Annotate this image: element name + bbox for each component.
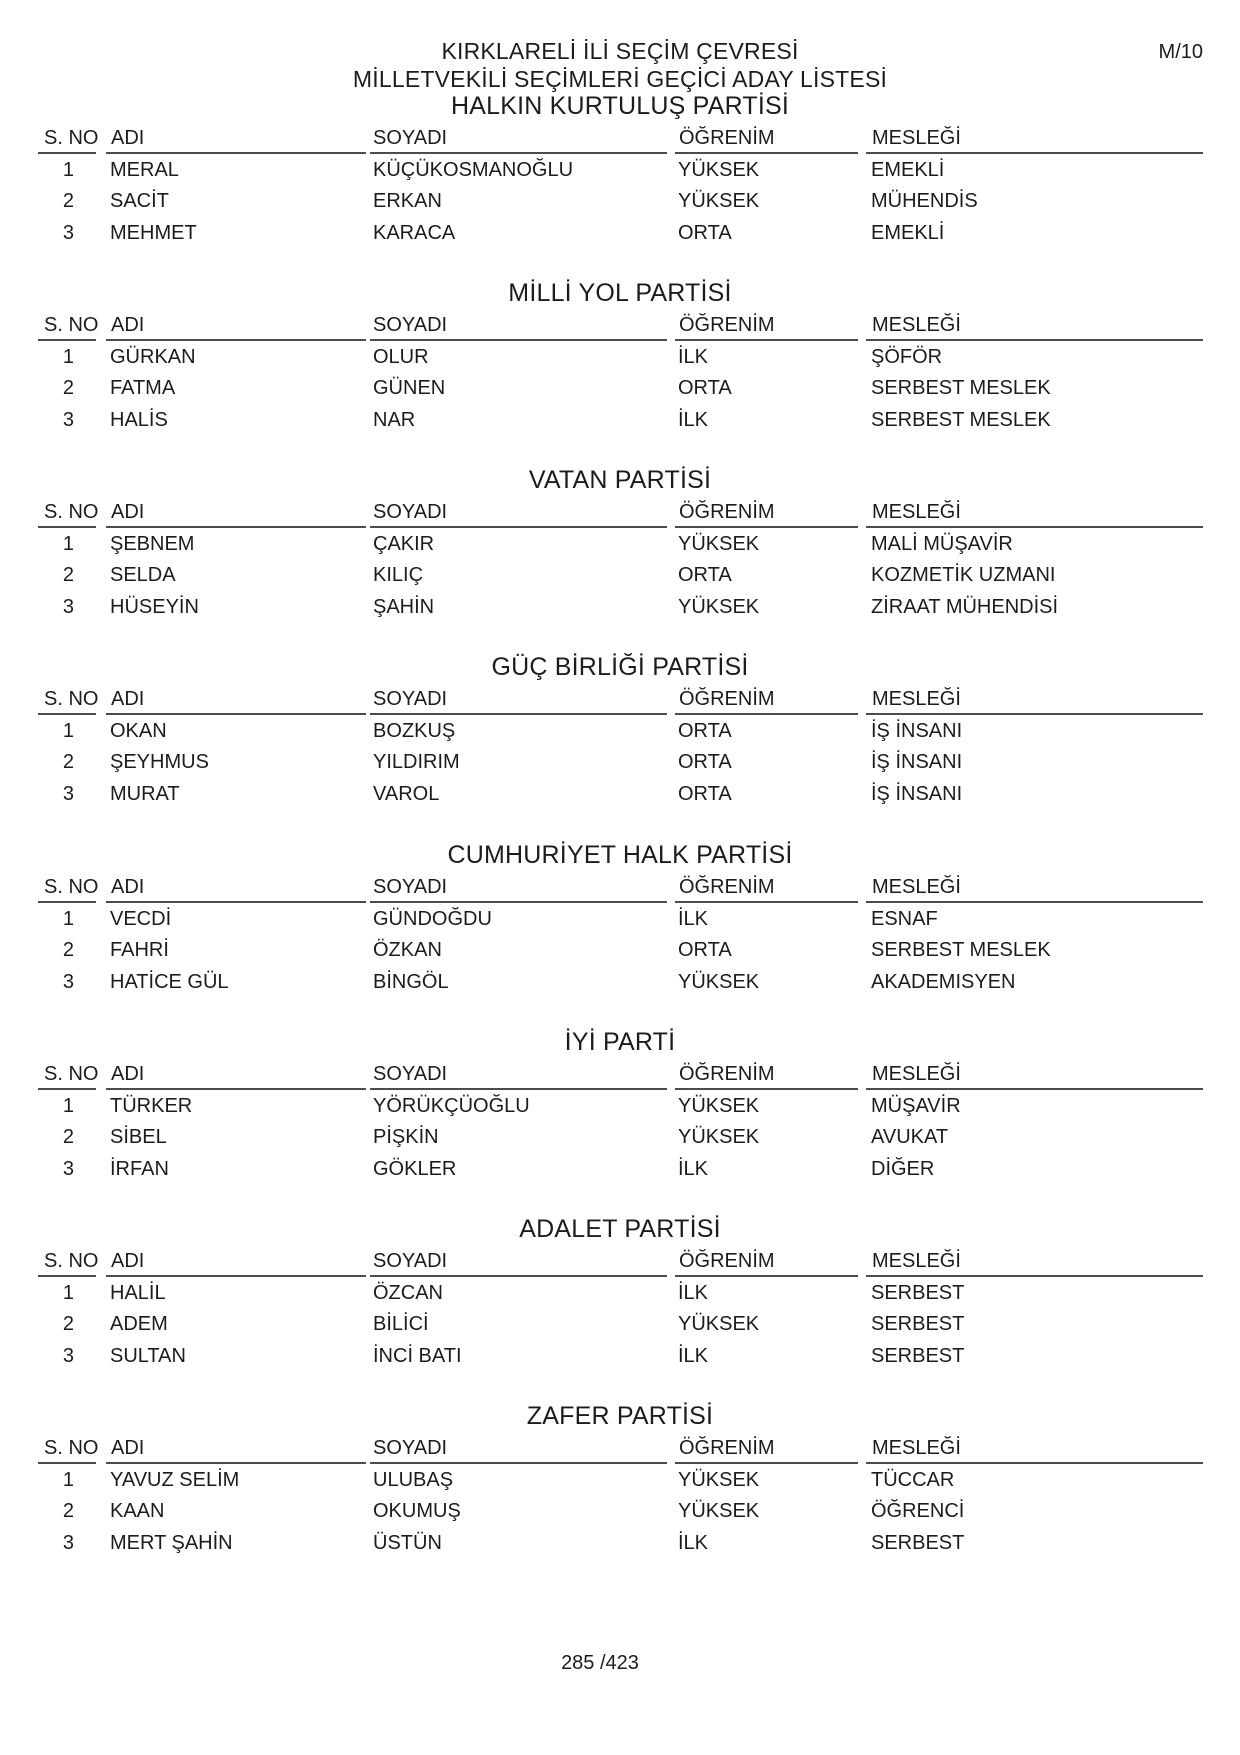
party-section bbox=[0, 1401, 1240, 1561]
cell-sno: 3 bbox=[62, 1345, 74, 1367]
header-underline bbox=[370, 339, 667, 341]
cell-sno: 3 bbox=[62, 1532, 74, 1554]
header-underline bbox=[38, 152, 96, 154]
cell-adi: TÜRKER bbox=[110, 1095, 193, 1117]
cell-ogrenim: ORTA bbox=[678, 377, 732, 399]
cell-sno: 3 bbox=[62, 1158, 74, 1180]
cell-meslegi: EMEKLİ bbox=[871, 222, 945, 244]
cell-sno: 1 bbox=[62, 1282, 74, 1304]
col-header-ogrenim: ÖĞRENİM bbox=[679, 1063, 775, 1085]
header-underline bbox=[370, 1088, 667, 1090]
cell-meslegi: İŞ İNSANI bbox=[871, 751, 963, 773]
col-header-soyadi: SOYADI bbox=[373, 127, 448, 149]
cell-meslegi: ŞÖFÖR bbox=[871, 346, 943, 368]
col-header-meslegi: MESLEĞİ bbox=[872, 876, 961, 898]
page-code: M/10 bbox=[1158, 41, 1203, 63]
cell-ogrenim: ORTA bbox=[678, 564, 732, 586]
cell-adi: SELDA bbox=[110, 564, 176, 586]
col-header-meslegi: MESLEĞİ bbox=[872, 127, 961, 149]
cell-ogrenim: İLK bbox=[678, 346, 709, 368]
cell-meslegi: MALİ MÜŞAVİR bbox=[871, 533, 1013, 555]
cell-soyadi: GÜNEN bbox=[373, 377, 446, 399]
cell-meslegi: EMEKLİ bbox=[871, 159, 945, 181]
cell-meslegi: SERBEST MESLEK bbox=[871, 409, 1051, 431]
cell-ogrenim: YÜKSEK bbox=[678, 159, 760, 181]
cell-adi: SULTAN bbox=[110, 1345, 186, 1367]
cell-soyadi: GÜNDOĞDU bbox=[373, 908, 492, 930]
cell-adi: MERAL bbox=[110, 159, 179, 181]
col-header-sno: S. NO bbox=[44, 876, 99, 898]
cell-sno: 3 bbox=[62, 222, 74, 244]
cell-ogrenim: İLK bbox=[678, 908, 709, 930]
cell-soyadi: ÖZCAN bbox=[373, 1282, 443, 1304]
cell-adi: YAVUZ SELİM bbox=[110, 1469, 240, 1491]
header-underline bbox=[866, 152, 1203, 154]
cell-adi: HALİL bbox=[110, 1282, 166, 1304]
cell-meslegi: MÜŞAVİR bbox=[871, 1095, 961, 1117]
header-underline bbox=[106, 1462, 366, 1464]
cell-ogrenim: İLK bbox=[678, 1282, 709, 1304]
cell-soyadi: KÜÇÜKOSMANOĞLU bbox=[373, 159, 574, 181]
cell-soyadi: OLUR bbox=[373, 346, 429, 368]
col-header-ogrenim: ÖĞRENİM bbox=[679, 876, 775, 898]
cell-sno: 1 bbox=[62, 908, 74, 930]
header-underline bbox=[675, 152, 858, 154]
cell-ogrenim: ORTA bbox=[678, 222, 732, 244]
cell-soyadi: VAROL bbox=[373, 783, 440, 805]
header-underline bbox=[675, 713, 858, 715]
header-underline bbox=[866, 713, 1203, 715]
party-section bbox=[0, 1027, 1240, 1187]
cell-ogrenim: İLK bbox=[678, 1158, 709, 1180]
col-header-sno: S. NO bbox=[44, 1063, 99, 1085]
cell-soyadi: ÜSTÜN bbox=[373, 1532, 442, 1554]
cell-adi: MURAT bbox=[110, 783, 180, 805]
cell-meslegi: SERBEST bbox=[871, 1313, 965, 1335]
document-title-line1: KIRKLARELİ İLİ SEÇİM ÇEVRESİ bbox=[441, 38, 799, 64]
cell-soyadi: BİLİCİ bbox=[373, 1313, 429, 1335]
col-header-meslegi: MESLEĞİ bbox=[872, 314, 961, 336]
party-name: VATAN PARTİSİ bbox=[528, 466, 712, 494]
col-header-ogrenim: ÖĞRENİM bbox=[679, 688, 775, 710]
header-underline bbox=[106, 901, 366, 903]
cell-sno: 1 bbox=[62, 1469, 74, 1491]
cell-adi: ŞEBNEM bbox=[110, 533, 195, 555]
col-header-adi: ADI bbox=[111, 314, 145, 336]
cell-sno: 1 bbox=[62, 346, 74, 368]
header-underline bbox=[106, 339, 366, 341]
cell-adi: MERT ŞAHİN bbox=[110, 1532, 233, 1554]
cell-sno: 2 bbox=[62, 190, 74, 212]
cell-soyadi: ULUBAŞ bbox=[373, 1469, 454, 1491]
header-underline bbox=[38, 1088, 96, 1090]
cell-soyadi: ÖZKAN bbox=[373, 939, 442, 961]
cell-adi: MEHMET bbox=[110, 222, 197, 244]
cell-ogrenim: ORTA bbox=[678, 939, 732, 961]
party-name: ZAFER PARTİSİ bbox=[526, 1402, 714, 1430]
cell-meslegi: ZİRAAT MÜHENDİSİ bbox=[871, 596, 1059, 618]
document-title-line2: MİLLETVEKİLİ SEÇİMLERİ GEÇİCİ ADAY LİSTESİ bbox=[352, 66, 888, 92]
header-underline bbox=[866, 339, 1203, 341]
cell-soyadi: OKUMUŞ bbox=[373, 1500, 461, 1522]
col-header-meslegi: MESLEĞİ bbox=[872, 501, 961, 523]
cell-meslegi: ÖĞRENCİ bbox=[871, 1500, 965, 1522]
col-header-meslegi: MESLEĞİ bbox=[872, 1437, 961, 1459]
col-header-adi: ADI bbox=[111, 1437, 145, 1459]
col-header-sno: S. NO bbox=[44, 501, 99, 523]
header-underline bbox=[675, 339, 858, 341]
cell-meslegi: MÜHENDİS bbox=[871, 190, 978, 212]
cell-sno: 2 bbox=[62, 1126, 74, 1148]
cell-adi: FAHRİ bbox=[110, 939, 169, 961]
cell-meslegi: İŞ İNSANI bbox=[871, 783, 963, 805]
party-section bbox=[0, 91, 1240, 251]
cell-sno: 1 bbox=[62, 1095, 74, 1117]
col-header-soyadi: SOYADI bbox=[373, 1437, 448, 1459]
cell-adi: İRFAN bbox=[110, 1158, 169, 1180]
col-header-sno: S. NO bbox=[44, 1250, 99, 1272]
party-name: ADALET PARTİSİ bbox=[519, 1215, 721, 1243]
cell-sno: 3 bbox=[62, 971, 74, 993]
header-underline bbox=[106, 713, 366, 715]
col-header-sno: S. NO bbox=[44, 688, 99, 710]
cell-ogrenim: YÜKSEK bbox=[678, 1313, 760, 1335]
cell-ogrenim: YÜKSEK bbox=[678, 1095, 760, 1117]
col-header-soyadi: SOYADI bbox=[373, 314, 448, 336]
cell-meslegi: SERBEST bbox=[871, 1345, 965, 1367]
cell-meslegi: AKADEMISYEN bbox=[871, 971, 1016, 993]
cell-sno: 3 bbox=[62, 409, 74, 431]
cell-soyadi: BİNGÖL bbox=[373, 971, 449, 993]
cell-adi: ŞEYHMUS bbox=[110, 751, 209, 773]
cell-ogrenim: YÜKSEK bbox=[678, 190, 760, 212]
cell-meslegi: ESNAF bbox=[871, 908, 938, 930]
cell-adi: HÜSEYİN bbox=[110, 596, 199, 618]
header-underline bbox=[675, 1088, 858, 1090]
header-underline bbox=[370, 713, 667, 715]
col-header-ogrenim: ÖĞRENİM bbox=[679, 127, 775, 149]
col-header-sno: S. NO bbox=[44, 314, 99, 336]
header-underline bbox=[106, 1275, 366, 1277]
header-underline bbox=[38, 901, 96, 903]
header-underline bbox=[38, 526, 96, 528]
party-section bbox=[0, 465, 1240, 625]
party-section bbox=[0, 1214, 1240, 1374]
header-underline bbox=[370, 1462, 667, 1464]
cell-adi: KAAN bbox=[110, 1500, 165, 1522]
header-underline bbox=[866, 1275, 1203, 1277]
cell-soyadi: ERKAN bbox=[373, 190, 442, 212]
party-name: GÜÇ BİRLİĞİ PARTİSİ bbox=[491, 653, 749, 681]
footer-page-indicator: 285 /423 bbox=[561, 1652, 639, 1674]
col-header-ogrenim: ÖĞRENİM bbox=[679, 1250, 775, 1272]
cell-soyadi: KILIÇ bbox=[373, 564, 424, 586]
header-underline bbox=[38, 1275, 96, 1277]
cell-adi: HATİCE GÜL bbox=[110, 971, 229, 993]
cell-ogrenim: İLK bbox=[678, 1532, 709, 1554]
party-section bbox=[0, 278, 1240, 438]
header-underline bbox=[675, 1275, 858, 1277]
col-header-adi: ADI bbox=[111, 127, 145, 149]
col-header-soyadi: SOYADI bbox=[373, 688, 448, 710]
header-underline bbox=[675, 526, 858, 528]
cell-adi: VECDİ bbox=[110, 908, 172, 930]
header-underline bbox=[675, 901, 858, 903]
cell-ogrenim: YÜKSEK bbox=[678, 533, 760, 555]
cell-ogrenim: YÜKSEK bbox=[678, 1500, 760, 1522]
cell-sno: 2 bbox=[62, 377, 74, 399]
col-header-soyadi: SOYADI bbox=[373, 501, 448, 523]
cell-adi: ADEM bbox=[110, 1313, 168, 1335]
col-header-adi: ADI bbox=[111, 688, 145, 710]
header-underline bbox=[370, 526, 667, 528]
col-header-soyadi: SOYADI bbox=[373, 1250, 448, 1272]
party-section bbox=[0, 652, 1240, 812]
party-name: MİLLİ YOL PARTİSİ bbox=[508, 279, 732, 307]
cell-ogrenim: YÜKSEK bbox=[678, 1469, 760, 1491]
cell-soyadi: YILDIRIM bbox=[373, 751, 460, 773]
header-underline bbox=[370, 152, 667, 154]
header-underline bbox=[866, 901, 1203, 903]
cell-ogrenim: ORTA bbox=[678, 720, 732, 742]
col-header-ogrenim: ÖĞRENİM bbox=[679, 1437, 775, 1459]
header-underline bbox=[106, 1088, 366, 1090]
cell-adi: SACİT bbox=[110, 190, 169, 212]
col-header-meslegi: MESLEĞİ bbox=[872, 688, 961, 710]
cell-meslegi: SERBEST MESLEK bbox=[871, 377, 1051, 399]
cell-soyadi: PİŞKİN bbox=[373, 1126, 439, 1148]
col-header-adi: ADI bbox=[111, 1063, 145, 1085]
cell-adi: GÜRKAN bbox=[110, 346, 196, 368]
cell-adi: SİBEL bbox=[110, 1126, 167, 1148]
cell-meslegi: SERBEST bbox=[871, 1532, 965, 1554]
cell-ogrenim: ORTA bbox=[678, 751, 732, 773]
col-header-soyadi: SOYADI bbox=[373, 876, 448, 898]
cell-ogrenim: YÜKSEK bbox=[678, 596, 760, 618]
cell-ogrenim: ORTA bbox=[678, 783, 732, 805]
cell-meslegi: İŞ İNSANI bbox=[871, 720, 963, 742]
cell-ogrenim: İLK bbox=[678, 1345, 709, 1367]
col-header-sno: S. NO bbox=[44, 127, 99, 149]
cell-meslegi: KOZMETİK UZMANI bbox=[871, 564, 1056, 586]
cell-soyadi: ŞAHİN bbox=[373, 596, 435, 618]
col-header-soyadi: SOYADI bbox=[373, 1063, 448, 1085]
cell-sno: 2 bbox=[62, 939, 74, 961]
header-underline bbox=[675, 1462, 858, 1464]
col-header-adi: ADI bbox=[111, 876, 145, 898]
cell-ogrenim: İLK bbox=[678, 409, 709, 431]
col-header-ogrenim: ÖĞRENİM bbox=[679, 501, 775, 523]
header-underline bbox=[866, 1088, 1203, 1090]
cell-meslegi: SERBEST MESLEK bbox=[871, 939, 1051, 961]
party-name: HALKIN KURTULUŞ PARTİSİ bbox=[450, 92, 790, 120]
cell-adi: OKAN bbox=[110, 720, 167, 742]
cell-meslegi: TÜCCAR bbox=[871, 1469, 955, 1491]
party-name: İYİ PARTİ bbox=[564, 1028, 676, 1056]
party-name: CUMHURİYET HALK PARTİSİ bbox=[447, 841, 793, 869]
col-header-sno: S. NO bbox=[44, 1437, 99, 1459]
cell-soyadi: YÖRÜKÇÜOĞLU bbox=[373, 1095, 530, 1117]
cell-soyadi: İNCİ BATI bbox=[373, 1345, 462, 1367]
cell-adi: HALİS bbox=[110, 409, 168, 431]
header-underline bbox=[38, 713, 96, 715]
cell-sno: 2 bbox=[62, 564, 74, 586]
cell-soyadi: BOZKUŞ bbox=[373, 720, 456, 742]
header-underline bbox=[38, 1462, 96, 1464]
cell-ogrenim: YÜKSEK bbox=[678, 1126, 760, 1148]
cell-sno: 2 bbox=[62, 1500, 74, 1522]
col-header-adi: ADI bbox=[111, 1250, 145, 1272]
cell-sno: 3 bbox=[62, 783, 74, 805]
header-underline bbox=[370, 1275, 667, 1277]
cell-soyadi: GÖKLER bbox=[373, 1158, 457, 1180]
header-underline bbox=[866, 526, 1203, 528]
party-section bbox=[0, 840, 1240, 1000]
header-underline bbox=[866, 1462, 1203, 1464]
cell-soyadi: ÇAKIR bbox=[373, 533, 435, 555]
cell-adi: FATMA bbox=[110, 377, 176, 399]
cell-meslegi: SERBEST bbox=[871, 1282, 965, 1304]
cell-sno: 3 bbox=[62, 596, 74, 618]
cell-sno: 2 bbox=[62, 1313, 74, 1335]
cell-sno: 1 bbox=[62, 533, 74, 555]
cell-soyadi: NAR bbox=[373, 409, 416, 431]
cell-soyadi: KARACA bbox=[373, 222, 456, 244]
cell-meslegi: AVUKAT bbox=[871, 1126, 949, 1148]
cell-sno: 1 bbox=[62, 159, 74, 181]
cell-meslegi: DİĞER bbox=[871, 1158, 935, 1180]
header-underline bbox=[106, 152, 366, 154]
col-header-meslegi: MESLEĞİ bbox=[872, 1250, 961, 1272]
header-underline bbox=[106, 526, 366, 528]
header-underline bbox=[370, 901, 667, 903]
col-header-ogrenim: ÖĞRENİM bbox=[679, 314, 775, 336]
cell-ogrenim: YÜKSEK bbox=[678, 971, 760, 993]
cell-sno: 2 bbox=[62, 751, 74, 773]
cell-sno: 1 bbox=[62, 720, 74, 742]
col-header-adi: ADI bbox=[111, 501, 145, 523]
header-underline bbox=[38, 339, 96, 341]
col-header-meslegi: MESLEĞİ bbox=[872, 1063, 961, 1085]
